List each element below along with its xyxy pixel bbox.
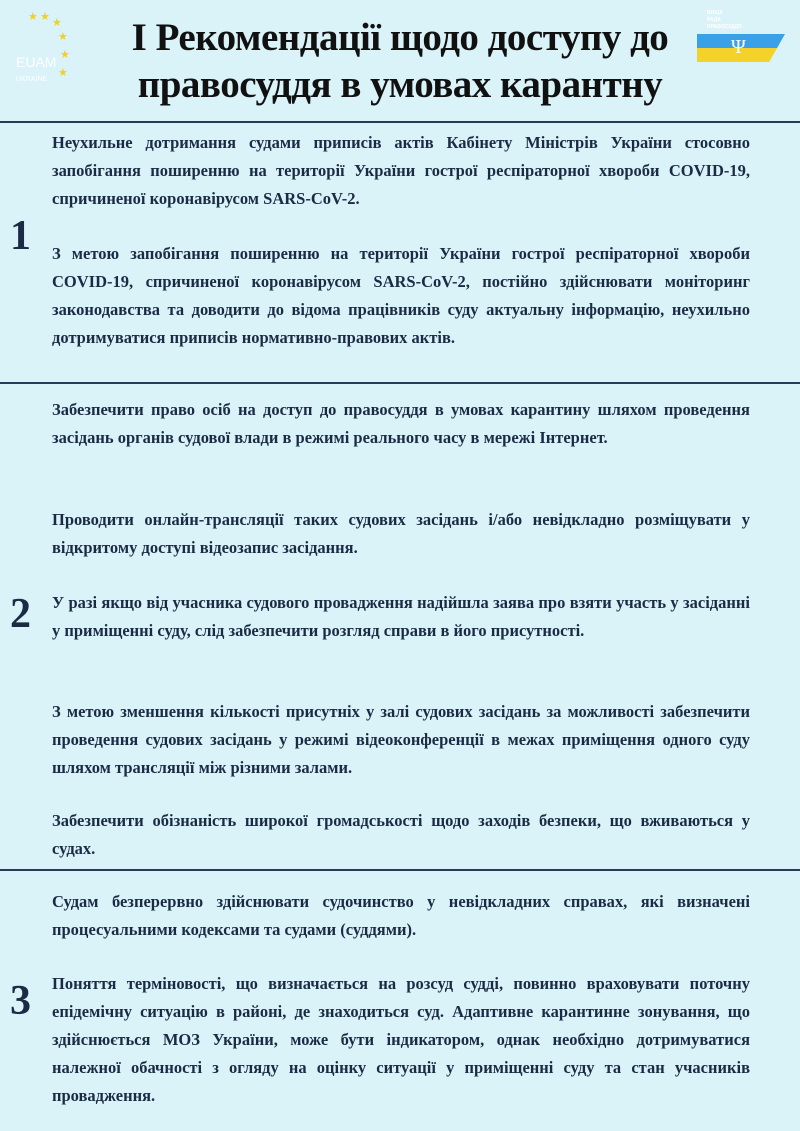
page-title: I Рекомендації щодо доступу до правосуддя в умовах карантну xyxy=(131,16,669,106)
trident-icon: Ψ xyxy=(731,36,746,58)
euam-logo: ★ ★ ★ ★ ★ ★ EUAM UKRAINE xyxy=(16,11,70,83)
divider xyxy=(0,869,800,871)
section-number: 1 xyxy=(10,213,31,259)
paragraph: Поняття терміновості, що визначається на розсуд судді, повинно враховувати поточну епідемічну ситуацію в районі, де знаходиться суд. Адаптивне карантинне зонування, що здійснюється МОЗ України, може бути індикатором, однак необхідно дотримуватися належної обачності з огляду на оцінку ситуації у приміщенні суду та стан учасників провадження. xyxy=(52,974,750,1105)
section-number: 2 xyxy=(10,591,31,637)
divider xyxy=(0,121,800,123)
paragraph: Неухильне дотримання судами приписів актів Кабінету Міністрів України стосовно запобігання поширенню на території України гострої респіраторної хвороби COVID-19, спричиненої коронавірусом SARS-CoV-2. xyxy=(52,133,750,208)
paragraph: Забезпечити обізнаність широкої громадськості щодо заходів безпеки, що вживаються у судах. xyxy=(52,811,750,858)
logo-text: ВИЩА РАДА ПРАВОСУДДЯ xyxy=(707,10,742,30)
section-number: 3 xyxy=(10,978,31,1024)
paragraph: Забезпечити право осіб на доступ до правосуддя в умовах карантину шляхом проведення засідань органів судової влади в режимі реального часу в мережі Інтернет. xyxy=(52,400,750,447)
divider xyxy=(0,382,800,384)
paragraph: Проводити онлайн-трансляції таких судових засідань і/або невідкладно розміщувати у відкритому доступі відеозапис засідання. xyxy=(52,510,750,557)
high-council-of-justice-logo xyxy=(695,8,795,78)
euam-logo-subtext: UKRAINE xyxy=(16,76,48,83)
paragraph: Судам безперервно здійснювати судочинство у невідкладних справах, які визначені процесуальними кодексами та судами (суддями). xyxy=(52,892,750,939)
paragraph: З метою запобігання поширенню на території України гострої респіраторної хвороби COVID-19, спричиненої коронавірусом SARS-CoV-2, постійно здійснювати моніторинг законодавства та доводити до відома працівників суду актуальну інформацію, неухильно дотримуватися приписів нормативно-правових актів. xyxy=(52,244,750,347)
euam-logo-text: EUAM xyxy=(16,54,57,70)
paragraph: З метою зменшення кількості присутніх у залі судових засідань за можливості забезпечити проведення судових засідань у режимі відеоконференції в межах приміщення одного суду шляхом трансляції між різними залами. xyxy=(52,702,750,777)
paragraph: У разі якщо від учасника судового провадження надійшла заява про взяти участь у засіданні у приміщенні суду, слід забезпечити розгляд справи в його присутності. xyxy=(52,593,750,640)
